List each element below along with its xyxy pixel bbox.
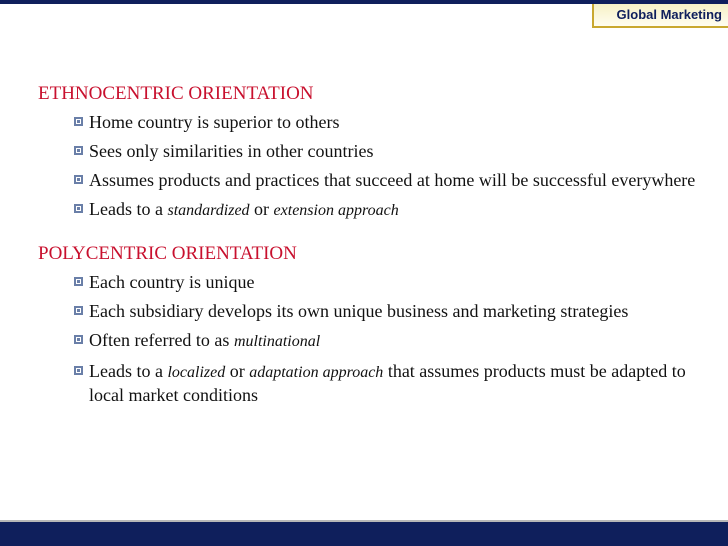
bullet-text-pre: Leads to a bbox=[89, 199, 168, 219]
square-bullet-icon bbox=[74, 117, 83, 126]
square-bullet-icon bbox=[74, 306, 83, 315]
section-ethnocentric bbox=[38, 82, 718, 222]
square-bullet-icon bbox=[74, 335, 83, 344]
section-heading: ETHNOCENTRIC ORIENTATION bbox=[38, 83, 314, 104]
bullet-emphasis: localized bbox=[167, 364, 226, 381]
list-item bbox=[74, 140, 718, 162]
header-title: Global Marketing bbox=[616, 7, 722, 22]
bullet-text-post: that assumes products must be adapted to local market conditions bbox=[89, 361, 686, 405]
bullet-list bbox=[38, 111, 718, 222]
bullet-list bbox=[38, 271, 718, 406]
slide-content bbox=[38, 82, 718, 426]
bullet-text: Sees only similarities in other countries bbox=[89, 141, 374, 161]
square-bullet-icon bbox=[74, 204, 83, 213]
section-polycentric bbox=[38, 242, 718, 406]
list-item bbox=[74, 360, 718, 406]
bullet-emphasis: standardized bbox=[167, 202, 250, 219]
list-item bbox=[74, 198, 718, 222]
bullet-text-mid: or bbox=[225, 361, 250, 381]
list-item bbox=[74, 329, 718, 353]
square-bullet-icon bbox=[74, 146, 83, 155]
bullet-text: Each country is unique bbox=[89, 272, 255, 292]
bottom-bar bbox=[0, 520, 728, 546]
list-item bbox=[74, 300, 718, 322]
bullet-emphasis: adaptation approach bbox=[249, 364, 384, 381]
bullet-text-pre: Often referred to as bbox=[89, 330, 234, 350]
bullet-text: Assumes products and practices that succeed at home will be successful everywhere bbox=[89, 170, 696, 190]
section-heading: POLYCENTRIC ORIENTATION bbox=[38, 243, 297, 264]
bullet-text-pre: Leads to a bbox=[89, 361, 168, 381]
square-bullet-icon bbox=[74, 366, 83, 375]
list-item bbox=[74, 169, 718, 191]
header-tab bbox=[592, 4, 728, 28]
bullet-text: Home country is superior to others bbox=[89, 112, 340, 132]
bullet-text: Each subsidiary develops its own unique business and marketing strategies bbox=[89, 301, 629, 321]
bullet-emphasis: multinational bbox=[233, 333, 321, 350]
list-item bbox=[74, 271, 718, 293]
square-bullet-icon bbox=[74, 277, 83, 286]
bullet-emphasis: extension approach bbox=[273, 202, 399, 219]
square-bullet-icon bbox=[74, 175, 83, 184]
list-item bbox=[74, 111, 718, 133]
top-bar bbox=[0, 0, 728, 30]
bullet-text-mid: or bbox=[249, 199, 274, 219]
